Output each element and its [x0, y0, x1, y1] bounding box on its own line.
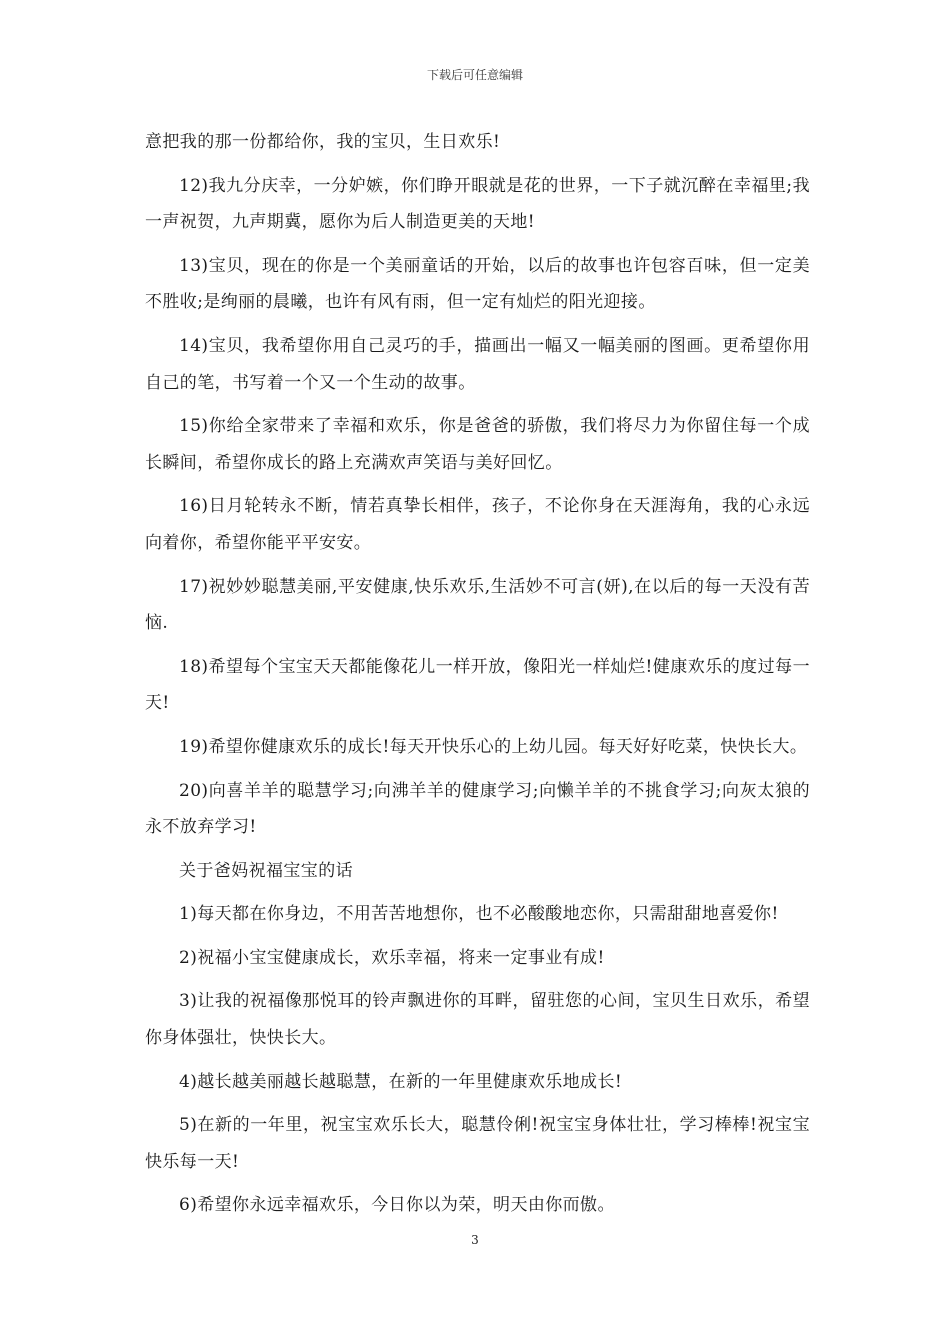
paragraph: 19)希望你健康欢乐的成长!每天开快乐心的上幼儿园。每天好好吃菜，快快长大。: [179, 736, 808, 757]
document-body: [145, 124, 810, 1231]
page-number: 3: [471, 1233, 479, 1247]
paragraph: 5)在新的一年里，祝宝宝欢乐长大，聪慧伶俐!祝宝宝身体壮壮，学习棒棒!祝宝宝快乐每一天!: [145, 1115, 810, 1172]
paragraph: 13)宝贝，现在的你是一个美丽童话的开始，以后的故事也许包容百味，但一定美不胜收;是绚丽的晨曦，也许有风有雨，但一定有灿烂的阳光迎接。: [145, 255, 810, 313]
paragraph: 6)希望你永远幸福欢乐，今日你以为荣，明天由你而傲。: [179, 1195, 615, 1216]
paragraph-continuation: 意把我的那一份都给你，我的宝贝，生日欢乐!: [145, 132, 501, 152]
paragraph: 18)希望每个宝宝天天都能像花儿一样开放，像阳光一样灿烂!健康欢乐的度过每一天!: [145, 656, 810, 714]
paragraph: 15)你给全家带来了幸福和欢乐，你是爸爸的骄傲，我们将尽力为你留住每一个成长瞬间，希望你成长的路上充满欢声笑语与美好回忆。: [145, 416, 810, 473]
paragraph: 16)日月轮转永不断，情若真挚长相伴，孩子，不论你身在天涯海角，我的心永远向着你，希望你能平平安安。: [145, 496, 810, 553]
section-heading: 关于爸妈祝福宝宝的话: [179, 860, 353, 881]
paragraph: 20)向喜羊羊的聪慧学习;向沸羊羊的健康学习;向懒羊羊的不挑食学习;向灰太狼的永不放弃学习!: [145, 780, 810, 838]
paragraph: 12)我九分庆幸，一分妒嫉，你们睁开眼就是花的世界，一下子就沉醉在幸福里;我一声祝贺，九声期冀，愿你为后人制造更美的天地!: [145, 175, 810, 233]
paragraph: 3)让我的祝福像那悦耳的铃声飘进你的耳畔，留驻您的心间，宝贝生日欢乐，希望你身体强壮，快快长大。: [145, 991, 810, 1049]
paragraph: 1)每天都在你身边，不用苦苦地想你，也不必酸酸地恋你，只需甜甜地喜爱你!: [179, 904, 779, 925]
paragraph: 17)祝妙妙聪慧美丽,平安健康,快乐欢乐,生活妙不可言(妍),在以后的每一天没有苦恼.: [145, 576, 810, 634]
page-header: 下载后可任意编辑: [426, 68, 523, 82]
paragraph: 14)宝贝，我希望你用自己灵巧的手，描画出一幅又一幅美丽的图画。更希望你用自己的笔，书写着一个又一个生动的故事。: [145, 335, 810, 393]
paragraph: 2)祝福小宝宝健康成长，欢乐幸福，将来一定事业有成!: [179, 947, 605, 968]
paragraph: 4)越长越美丽越长越聪慧，在新的一年里健康欢乐地成长!: [179, 1071, 623, 1092]
